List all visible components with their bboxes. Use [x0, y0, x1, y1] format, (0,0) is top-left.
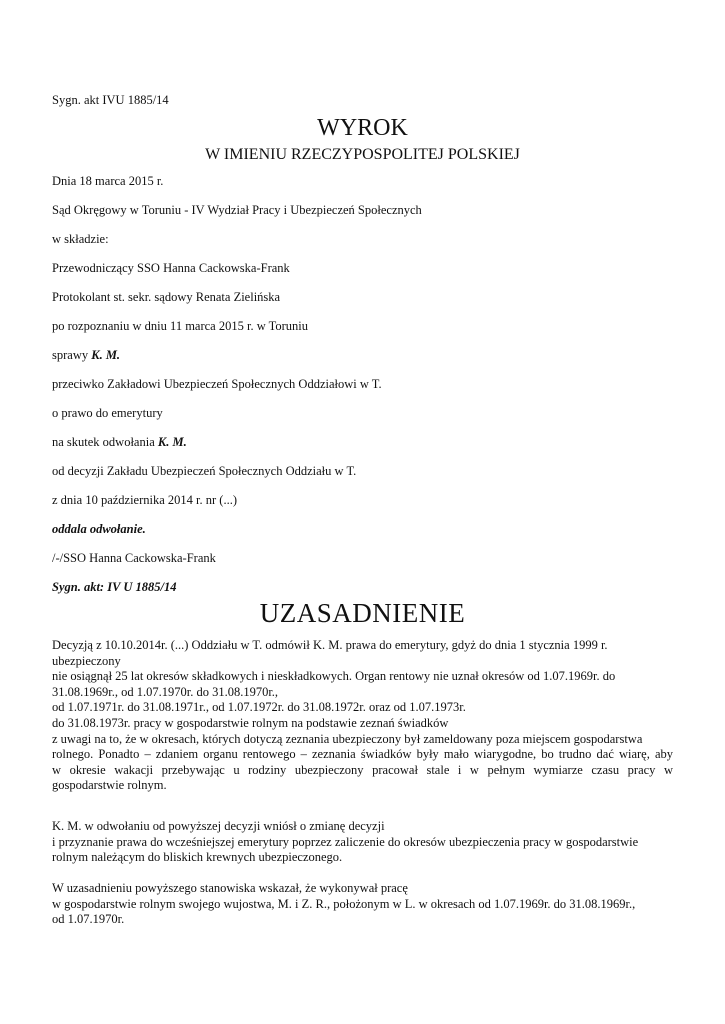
- paragraph-line: gospodarstwie rolnym.: [52, 778, 167, 793]
- paragraph-line: do 31.08.1973r. pracy w gospodarstwie rolnym na podstawie zeznań świadków: [52, 715, 449, 730]
- paragraph-line: ubezpieczony: [52, 653, 121, 668]
- paragraph-line: i przyznanie prawa do wcześniejszej emerytury poprzez zaliczenie do okresów ubezpieczenia pracy w gospodarstwie: [52, 834, 639, 849]
- paragraph-line: nie osiągnął 25 lat okresów składkowych i nieskładkowych. Organ rentowy nie uznał okresów od 1.07.1969r. do: [52, 669, 616, 684]
- composition-label: w składzie:: [52, 232, 109, 246]
- paragraph-line: od 1.07.1970r.: [52, 912, 125, 927]
- case-party-line: [52, 348, 120, 363]
- case-party: K. M.: [91, 348, 121, 362]
- verdict-date: Dnia 18 marca 2015 r.: [52, 174, 164, 188]
- document-subtitle: W IMIENIU RZECZYPOSPOLITEJ POLSKIEJ: [205, 146, 520, 163]
- paragraph-line: W uzasadnieniu powyższego stanowiska wskazał, że wykonywał pracę: [52, 881, 408, 895]
- court-clerk: Protokolant st. sekr. sądowy Renata Zielińska: [52, 290, 281, 304]
- justification-paragraph-3: [52, 881, 673, 928]
- case-number-top: Sygn. akt IVU 1885/14: [52, 93, 169, 107]
- paragraph-line: od 1.07.1971r. do 31.08.1971r., od 1.07.1972r. do 31.08.1972r. oraz od 1.07.1973r.: [52, 700, 466, 715]
- case-matter: o prawo do emerytury: [52, 406, 163, 420]
- justification-case-number: Sygn. akt: IV U 1885/14: [52, 580, 177, 594]
- appeal-line: [52, 435, 187, 450]
- justification-title: UZASADNIENIE: [259, 598, 466, 628]
- paragraph-line: z uwagi na to, że w okresach, których dotyczą zeznania ubezpieczony był zameldowany poza miejscem gospodarstwa: [52, 731, 643, 746]
- paragraph-line: K. M. w odwołaniu od powyższej decyzji wniósł o zmianę decyzji: [52, 819, 385, 833]
- presiding-judge: Przewodniczący SSO Hanna Cackowska-Frank: [52, 261, 290, 275]
- appeal-party: K. M.: [157, 435, 187, 449]
- paragraph-line: 31.08.1969r., od 1.07.1970r. do 31.08.1970r.,: [52, 684, 279, 699]
- court-name: Sąd Okręgowy w Toruniu - IV Wydział Pracy i Ubezpieczeń Społecznych: [52, 203, 422, 217]
- paragraph-line: rolnego. Ponadto – zdaniem organu rentowego – zeznania świadków były mało wiarygodne, bo trudno dać wiarę, aby: [52, 747, 673, 762]
- paragraph-line: w okresie wakacji przebywając u rodziny ubezpieczony pracował stale i w pełnym wymiarze czasu pracy w: [52, 762, 673, 777]
- case-prefix: sprawy: [52, 348, 92, 362]
- appeal-prefix: na skutek odwołania: [52, 435, 158, 449]
- document-title: WYROK: [317, 115, 408, 141]
- judge-signature: /-/SSO Hanna Cackowska-Frank: [52, 551, 216, 565]
- ruling: oddala odwołanie.: [52, 522, 146, 536]
- hearing-date: po rozpoznaniu w dniu 11 marca 2015 r. w Toruniu: [52, 319, 309, 333]
- paragraph-line: Decyzją z 10.10.2014r. (...) Oddziału w T. odmówił K. M. prawa do emerytury, gdyż do dnia 1 stycznia 1999 r.: [52, 638, 608, 652]
- decision-date: z dnia 10 października 2014 r. nr (...): [52, 493, 238, 507]
- justification-paragraph-2: [52, 819, 673, 866]
- appealed-decision: od decyzji Zakładu Ubezpieczeń Społecznych Oddziału w T.: [52, 464, 357, 478]
- paragraph-line: w gospodarstwie rolnym swojego wujostwa, M. i Z. R., położonym w L. w okresach od 1.07.1969r. do 31.08.1969r.,: [52, 896, 636, 911]
- paragraph-line: rolnym należącym do bliskich krewnych ubezpieczonego.: [52, 850, 343, 865]
- justification-paragraph-1: [52, 638, 673, 794]
- opposing-party: przeciwko Zakładowi Ubezpieczeń Społecznych Oddziałowi w T.: [52, 377, 382, 391]
